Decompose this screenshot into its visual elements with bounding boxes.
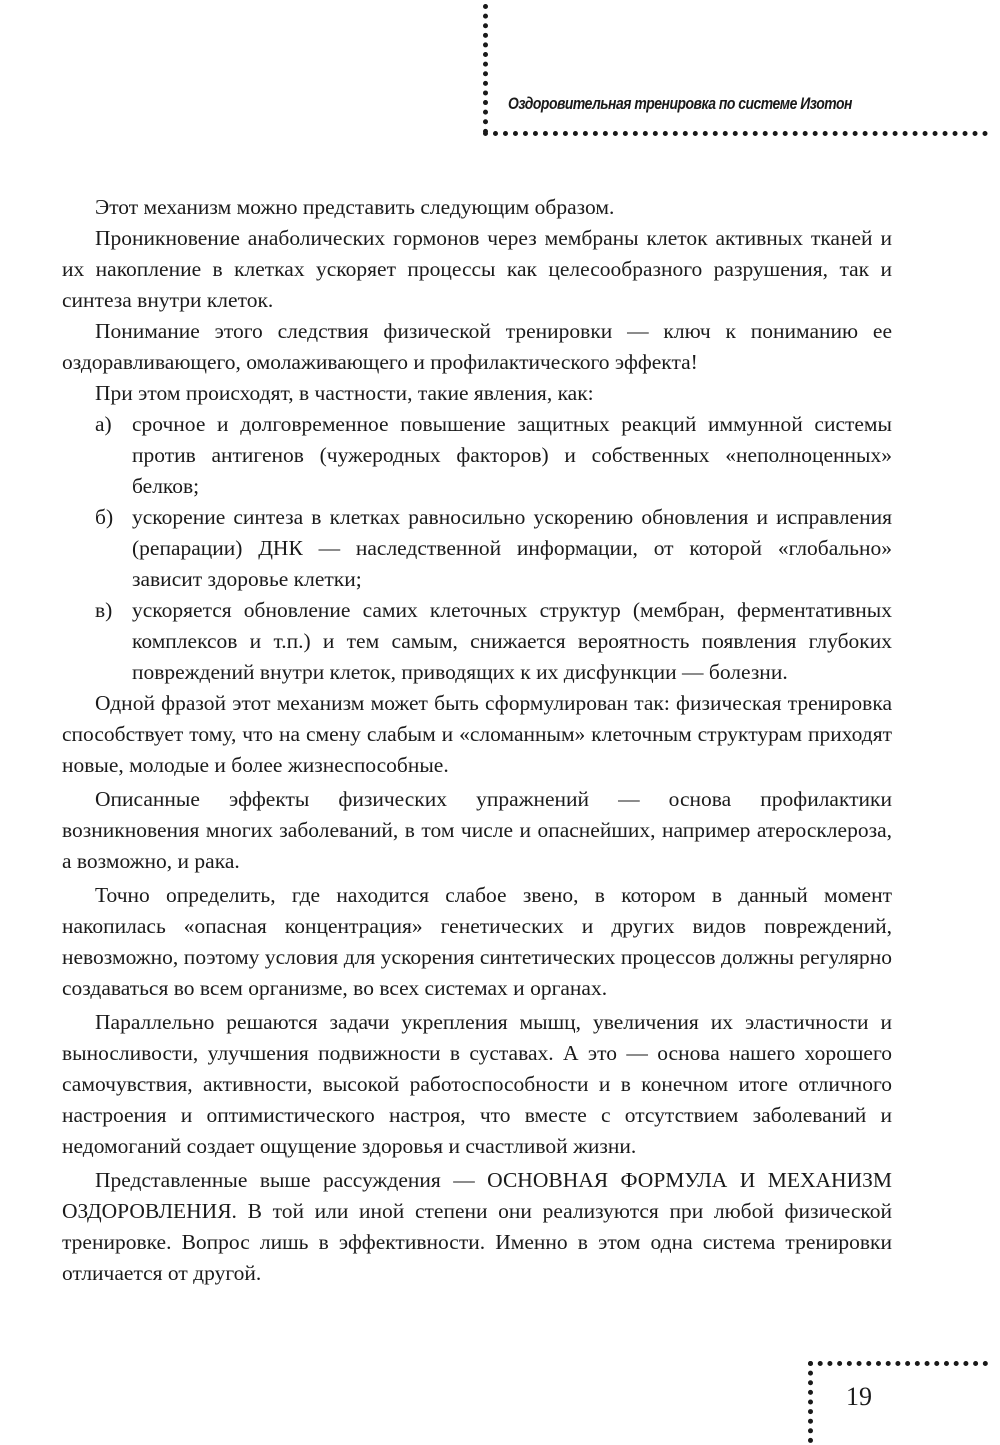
footer-dotted-horizontal-rule <box>808 1361 988 1366</box>
list-marker: а) <box>95 412 112 436</box>
paragraph: Понимание этого следствия физической тренировки — ключ к пониманию ее оздоравливающего, омолаживающего и профилактического эффекта! <box>62 319 892 374</box>
paragraph: Этот механизм можно представить следующим образом. <box>95 195 615 219</box>
paragraph: Описанные эффекты физических упражнений — основа профилактики возникновения многих заболеваний, в том числе и опаснейших, например атеросклероза, а возможно, и рака. <box>62 787 892 873</box>
paragraph: Представленные выше рассуждения — ОСНОВНАЯ ФОРМУЛА И МЕХАНИЗМ ОЗДОРОВЛЕНИЯ. В той или иной степени они реализуются при любой физической тренировке. Вопрос лишь в эффективности. Именно в этом одна система тренировки отличается от другой. <box>62 1168 892 1285</box>
header-dotted-vertical-rule <box>483 4 488 134</box>
footer-dotted-vertical-rule <box>808 1361 813 1443</box>
list-item <box>95 595 892 688</box>
page-number: 19 <box>846 1382 872 1411</box>
paragraph: Проникновение анаболических гормонов через мембраны клеток активных тканей и их накопление в клетках ускоряет процессы как целесообразного разрушения, так и синтеза внутри клеток. <box>62 226 892 312</box>
list-item-text: срочное и долговременное повышение защитных реакций иммунной системы против антигенов (чужеродных факторов) и собственных «неполноценных» белков; <box>132 412 892 498</box>
list-marker: в) <box>95 598 113 622</box>
running-header-title: Оздоровительная тренировка по системе Изотон <box>508 94 852 113</box>
list-item <box>95 502 892 595</box>
paragraph: Точно определить, где находится слабое звено, в котором в данный момент накопилась «опасная концентрация» генетических и других видов повреждений, невозможно, поэтому условия для ускорения синтетических процессов должны регулярно создаваться во всем организме, во всех системах и органах. <box>62 883 892 1000</box>
header-dotted-horizontal-rule <box>483 131 988 136</box>
list-marker: б) <box>95 505 114 529</box>
list-item-text: ускоряется обновление самих клеточных структур (мембран, ферментативных комплексов и т.п.) и тем самым, снижается вероятность появления глубоких повреждений внутри клеток, приводящих к их дисфункции — болезни. <box>132 598 892 684</box>
list-item-text: ускорение синтеза в клетках равносильно ускорению обновления и исправления (репарации) ДНК — наследственной информации, от которой «глобально» зависит здоровье клетки; <box>132 505 892 591</box>
page-body <box>62 192 892 1289</box>
paragraph: Одной фразой этот механизм может быть сформулирован так: физическая тренировка способствует тому, что на смену слабым и «сломанным» клеточным структурам приходят новые, молодые и более жизнеспособные. <box>62 691 892 777</box>
list-item <box>95 409 892 502</box>
paragraph: При этом происходят, в частности, такие явления, как: <box>95 381 594 405</box>
paragraph: Параллельно решаются задачи укрепления мышц, увеличения их эластичности и выносливости, улучшения подвижности в суставах. А это — основа нашего хорошего самочувствия, активности, высокой работоспособности и в конечном итоге отличного настроения и оптимистического настроя, что вместе с отсутствием заболеваний и недомоганий создает ощущение здоровья и счастливой жизни. <box>62 1010 892 1158</box>
